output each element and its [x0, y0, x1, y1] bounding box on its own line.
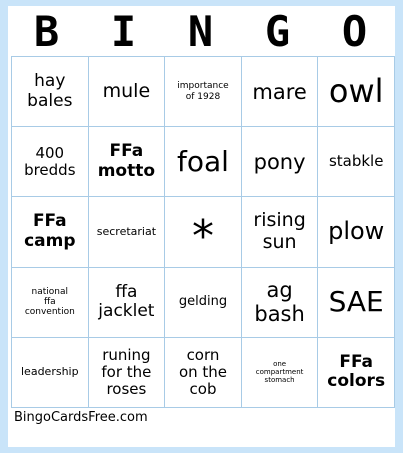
cell-text: one compartment stomach [255, 360, 304, 385]
cell-text: owl [328, 72, 384, 111]
cell-text: corn on the cob [178, 345, 228, 399]
cell-text: national ffa convention [24, 286, 75, 318]
cell-text: FFa motto [97, 141, 156, 181]
cell-text: ffa jacklet [98, 281, 155, 322]
bingo-cell[interactable] [89, 268, 166, 338]
header-letter-i: I [110, 7, 137, 56]
bingo-cell[interactable] [165, 268, 242, 338]
cell-text: mule [102, 79, 151, 102]
header-letter-o: O [341, 7, 368, 56]
cell-text: secretariat [96, 224, 157, 238]
header-letter-n: N [187, 7, 214, 56]
cell-text: ag bash [254, 278, 305, 327]
bingo-grid [11, 56, 395, 408]
cell-text: FFa colors [327, 351, 386, 392]
cell-text: importance of 1928 [177, 81, 229, 102]
bingo-cell[interactable] [165, 127, 242, 197]
bingo-cell[interactable] [242, 57, 319, 127]
bingo-cell[interactable] [89, 127, 166, 197]
bingo-cell[interactable] [242, 197, 319, 267]
header-letter-b: B [33, 7, 60, 56]
bingo-header [8, 6, 395, 56]
bingo-cell[interactable] [12, 127, 89, 197]
cell-text: mare [252, 79, 307, 104]
bingo-cell[interactable] [318, 127, 395, 197]
cell-text: plow [328, 217, 385, 246]
bingo-cell[interactable] [12, 338, 89, 408]
bingo-cell[interactable] [318, 197, 395, 267]
bingo-cell[interactable] [318, 268, 395, 338]
bingo-cell[interactable] [89, 338, 166, 408]
cell-text: SAE [328, 285, 384, 319]
cell-text: hay bales [27, 71, 73, 111]
cell-text: rising sun [253, 209, 306, 253]
free-space-asterisk: * [191, 210, 214, 262]
cell-text: stabkle [328, 152, 384, 171]
cell-text: 400 bredds [24, 143, 76, 179]
free-space-cell[interactable] [165, 197, 242, 267]
bingo-cell[interactable] [242, 127, 319, 197]
header-letter-g: G [264, 7, 291, 56]
cell-text: FFa camp [24, 211, 76, 251]
bingo-cell[interactable] [318, 57, 395, 127]
cell-text: gelding [178, 293, 228, 309]
cell-text: runing for the roses [101, 345, 152, 399]
bingo-cell[interactable] [242, 338, 319, 408]
bingo-cell[interactable] [89, 57, 166, 127]
bingo-cell[interactable] [12, 57, 89, 127]
bingo-cell[interactable] [165, 57, 242, 127]
bingo-card [8, 6, 395, 447]
cell-text: pony [253, 149, 306, 174]
bingo-cell[interactable] [165, 338, 242, 408]
bingo-cell[interactable] [89, 197, 166, 267]
cell-text: foal [177, 144, 229, 178]
site-credit: BingoCardsFree.com [14, 410, 148, 425]
bingo-cell[interactable] [242, 268, 319, 338]
bingo-cell[interactable] [12, 197, 89, 267]
bingo-cell[interactable] [318, 338, 395, 408]
bingo-cell[interactable] [12, 268, 89, 338]
cell-text: leadership [21, 365, 79, 379]
